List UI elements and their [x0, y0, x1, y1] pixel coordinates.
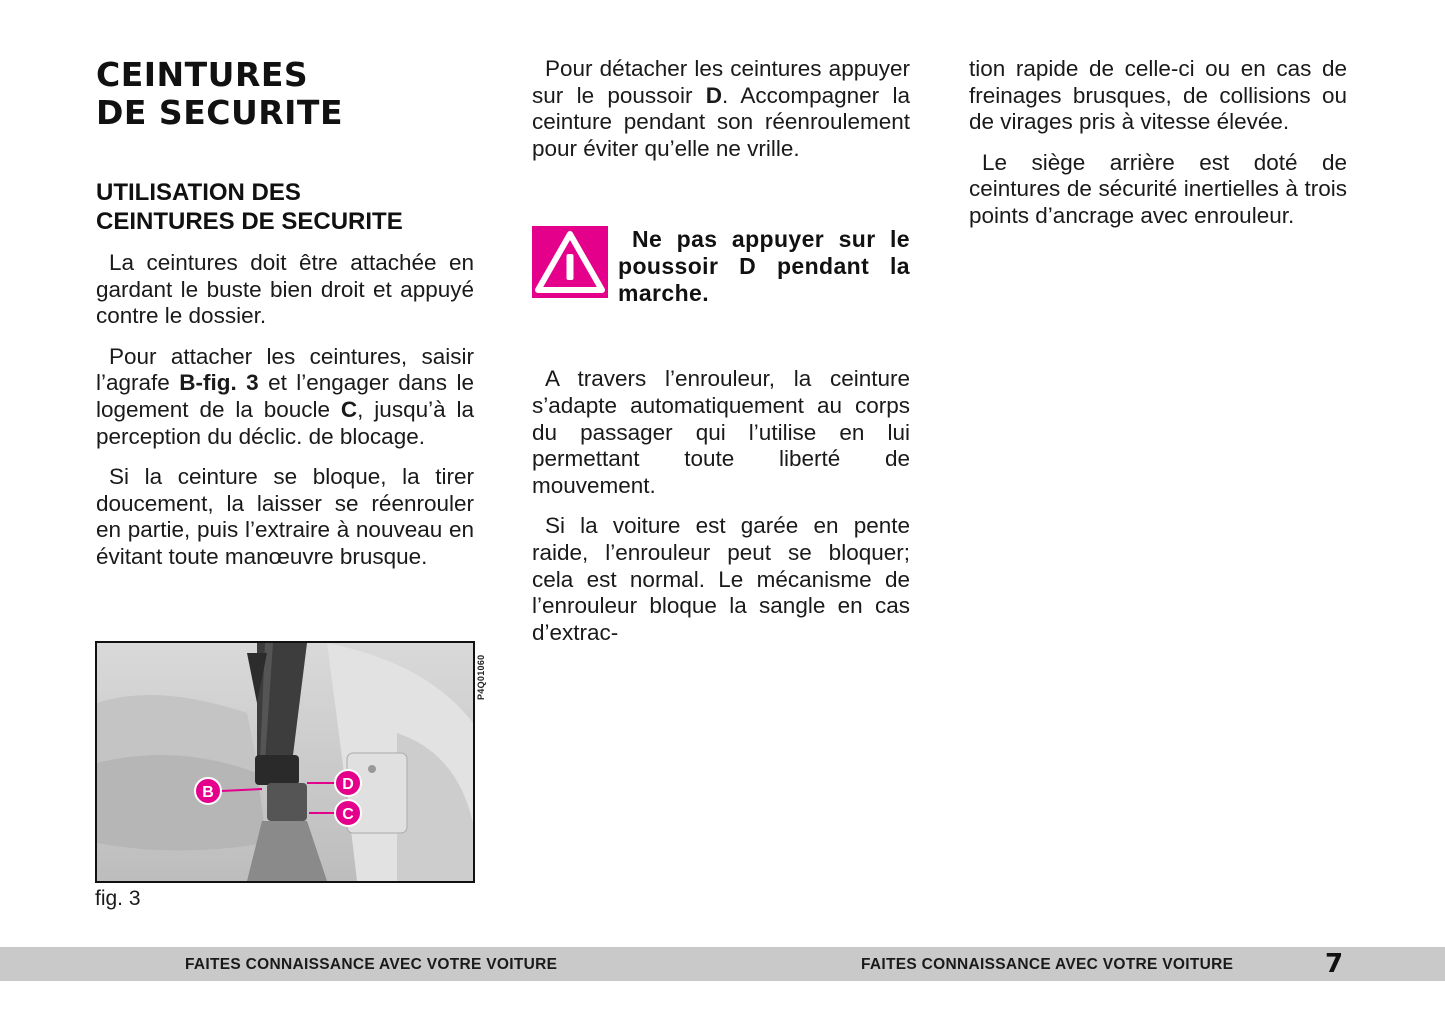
footer-section-left: FAITES CONNAISSANCE AVEC VOTRE VOITURE	[185, 956, 558, 973]
seatbelt-illustration	[97, 643, 473, 881]
paragraph-detach	[532, 56, 910, 162]
subtitle-line-1: UTILISATION DES	[96, 179, 301, 206]
column-left	[96, 56, 474, 585]
text-run: , jusqu’à la perception du déclic. de blocage.	[96, 396, 474, 449]
text-run: Pour attacher les ceintures, saisir l’agrafe	[96, 343, 474, 396]
paragraph: La ceintures doit être attachée en gardant le buste bien droit et appuyé contre le dossier.	[96, 250, 474, 329]
subtitle-line-2: CEINTURES DE SECURITE	[96, 208, 403, 235]
figure-code: P4Q01060	[476, 654, 486, 700]
callout-d-label: D	[342, 776, 354, 793]
title-line-2: DE SECURITE	[96, 93, 343, 132]
column-right	[969, 56, 1347, 244]
text-run: Pour détacher les ceintures appuyer sur le poussoir	[532, 56, 910, 108]
paragraph: A travers l’enrouleur, la ceinture s’adapte automatiquement au corps du passager qui l’utilise en lui permettant toute liberté de mouvement.	[532, 366, 910, 498]
figure-seatbelt-buckle	[95, 641, 475, 883]
text-run: . Accompagner la ceinture pendant son réenroulement pour éviter qu’elle ne vrille.	[532, 82, 910, 161]
callout-c-label: C	[342, 806, 354, 823]
paragraph-continued: tion rapide de celle-ci ou en cas de freinages brusques, de collisions ou de virages pris à vitesse élevée.	[969, 56, 1347, 135]
warning-text: Ne pas appuyer sur le poussoir D pendant la marche.	[618, 226, 910, 307]
page-number: 7	[1325, 949, 1344, 979]
page-footer	[0, 947, 1445, 981]
section-title	[96, 178, 474, 236]
paragraph-attach	[96, 344, 474, 450]
column-middle	[532, 56, 910, 660]
title-line-1: CEINTURES	[96, 55, 309, 94]
ref-d: D	[705, 82, 723, 108]
page-title	[96, 56, 474, 132]
callout-b-label: B	[202, 784, 214, 801]
warning-triangle-icon	[532, 226, 608, 298]
warning-box	[532, 226, 910, 318]
ref-fig-b: B-fig. 3	[179, 370, 259, 396]
paragraph: Le siège arrière est doté de ceintures de sécurité inertielles à trois points d’ancrage avec enrouleur.	[969, 149, 1347, 228]
figure-caption: fig. 3	[95, 887, 141, 910]
text-run: et l’engager dans le logement de la boucle	[96, 370, 474, 422]
ref-c: C	[340, 396, 358, 422]
footer-section-right: FAITES CONNAISSANCE AVEC VOTRE VOITURE	[861, 956, 1234, 973]
paragraph: Si la ceinture se bloque, la tirer doucement, la laisser se réenrouler en partie, puis l’extraire à nouveau en évitant toute manœuvre brusque.	[96, 464, 474, 569]
paragraph: Si la voiture est garée en pente raide, l’enrouleur peut se bloquer; cela est normal. Le mécanisme de l’enrouleur bloque la sangle en cas d’extrac-	[532, 513, 910, 645]
